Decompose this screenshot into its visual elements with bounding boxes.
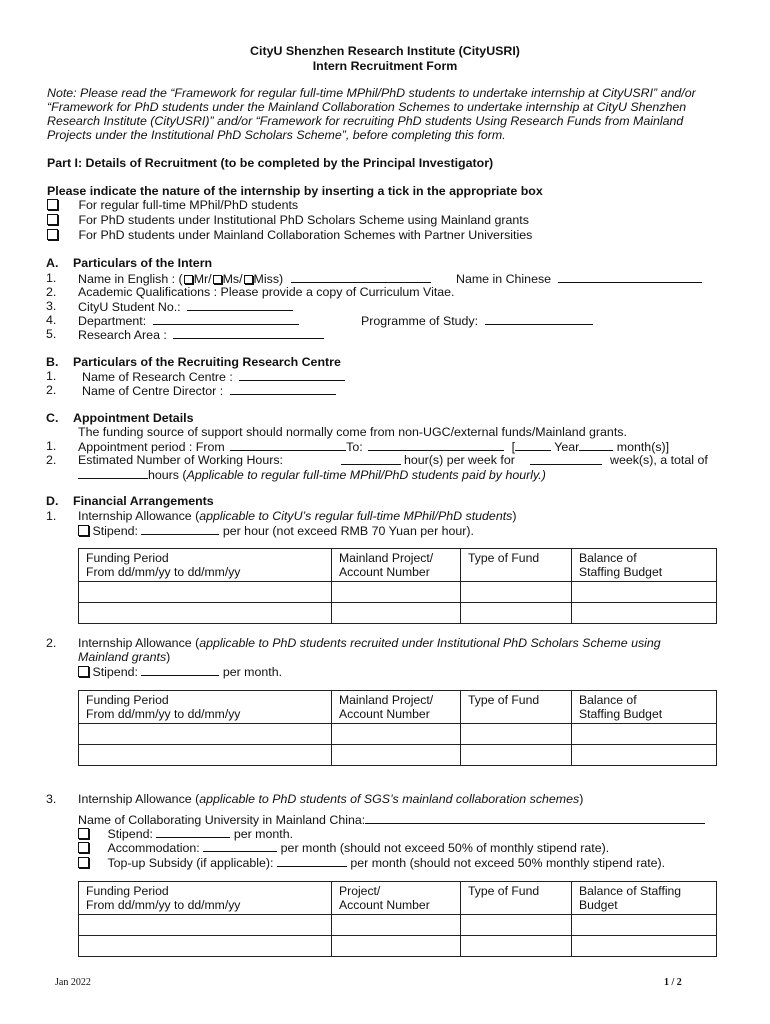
stipend-3-row — [78, 826, 293, 841]
allowance-label-italic: applicable to PhD students of SGS’s mainland collaboration schemes — [199, 792, 580, 806]
option-institutional[interactable] — [47, 213, 529, 227]
table-cell[interactable] — [79, 915, 332, 936]
part1-heading: Part I: Details of Recruitment (to be completed by the Principal Investigator) — [47, 156, 494, 170]
name-english-row — [78, 271, 431, 286]
research-area-field[interactable] — [173, 327, 324, 339]
funding-note: The funding source of support should normally come from non-UGC/external funds/Mainland grants. — [78, 425, 627, 439]
checkbox-icon[interactable] — [47, 214, 58, 225]
table-cell[interactable] — [79, 582, 332, 603]
nature-heading: Please indicate the nature of the internship by inserting a tick in the appropriate box — [47, 184, 543, 198]
stipend-label: Stipend: — [92, 524, 138, 538]
director-label: Name of Centre Director : — [82, 384, 224, 398]
table-cell[interactable] — [461, 936, 572, 957]
title-mr-checkbox[interactable] — [184, 275, 193, 284]
university-row — [78, 812, 705, 827]
qualifications-label: Academic Qualifications : Please provide a copy of Curriculum Vitae. — [78, 285, 455, 299]
stipend-label: Stipend: — [92, 665, 138, 679]
stipend-unit: per month. — [233, 827, 294, 841]
months-label: month(s)] — [616, 440, 670, 454]
checkbox-icon[interactable] — [78, 828, 89, 839]
name-english-label: Name in English : ( — [78, 272, 183, 286]
header-line: Account Number — [339, 898, 430, 912]
header-cell — [79, 882, 332, 915]
header-line: Balance of — [579, 551, 637, 565]
funding-table-2 — [78, 690, 717, 766]
allowance-1-label — [78, 509, 517, 523]
header-line: Balance of Staffing — [579, 884, 682, 898]
item-number: 3. — [46, 792, 57, 806]
title-ms-label: Ms/ — [222, 272, 243, 286]
section-d-letter: D. — [46, 494, 59, 508]
header-line: Funding Period — [86, 693, 169, 707]
table-cell[interactable] — [79, 745, 332, 766]
note-line-3: Research Institute (CityUSRI)” and/or “Framework for recruiting PhD students Using Research Funds from Mainland — [47, 114, 684, 128]
item-number: 5. — [46, 327, 57, 341]
director-field[interactable] — [230, 383, 336, 395]
programme-label: Programme of Study: — [361, 314, 479, 328]
table-cell[interactable] — [461, 603, 572, 624]
checkbox-icon[interactable] — [47, 199, 58, 210]
allowance-label-italic: applicable to CityU’s regular full-time MPhil/PhD students — [199, 509, 513, 523]
checkbox-icon[interactable] — [47, 229, 58, 240]
header-cell — [332, 549, 461, 582]
note-line-2: “Framework for PhD students under the Mainland Collaboration Schemes to undertake internship at CityU Shenzhen — [47, 100, 687, 114]
months-field[interactable] — [579, 439, 613, 451]
option-collaboration[interactable] — [47, 228, 532, 242]
page-number: 1 / 2 — [664, 977, 682, 988]
header-line: From dd/mm/yy to dd/mm/yy — [86, 898, 241, 912]
director-row — [82, 383, 336, 398]
funding-table-1 — [78, 548, 717, 624]
hours-word: hours ( — [148, 468, 187, 482]
allowance-label-close: ) — [512, 509, 517, 523]
table-cell[interactable] — [461, 724, 572, 745]
header-line: Account Number — [339, 565, 430, 579]
header-line: Budget — [579, 898, 618, 912]
stipend-unit: per month. — [222, 665, 283, 679]
item-number: 2. — [46, 636, 57, 650]
checkbox-icon[interactable] — [78, 525, 89, 536]
header-cell — [461, 691, 572, 724]
header-cell — [332, 691, 461, 724]
bracket-open: [ — [511, 440, 516, 454]
table-row[interactable] — [79, 915, 717, 936]
accommodation-row — [78, 840, 609, 855]
hours-label: Estimated Number of Working Hours: — [78, 453, 283, 467]
topup-unit: per month (should not exceed 50% monthly stipend rate). — [350, 856, 666, 870]
table-cell[interactable] — [461, 582, 572, 603]
header-line: Type of Fund — [468, 551, 540, 565]
form-subtitle: Intern Recruitment Form — [312, 59, 458, 73]
header-line: Funding Period — [86, 884, 169, 898]
option-label: For PhD students under Mainland Collaboration Schemes with Partner Universities — [78, 228, 533, 242]
stipend-field[interactable] — [141, 664, 219, 676]
table-cell[interactable] — [332, 603, 461, 624]
header-cell — [79, 691, 332, 724]
item-number: 1. — [46, 271, 57, 285]
item-number: 1. — [46, 509, 57, 523]
stipend-2-row — [78, 664, 282, 679]
stipend-field[interactable] — [141, 523, 219, 535]
weeks-field[interactable] — [530, 453, 602, 468]
footer-date: Jan 2022 — [55, 977, 91, 988]
centre-name-label: Name of Research Centre : — [82, 370, 233, 384]
note-line-4: Projects under the Institutional PhD Scholars Scheme”, before completing this form. — [47, 128, 506, 142]
header-line: Mainland Project/ — [339, 551, 434, 565]
form-title: CityU Shenzhen Research Institute (CityUSRI) — [250, 44, 520, 58]
research-area-label: Research Area : — [78, 328, 167, 342]
weeks-total-label: week(s), a total of — [610, 453, 708, 467]
topup-row — [78, 855, 665, 870]
item-number: 1. — [46, 439, 57, 453]
header-cell — [461, 549, 572, 582]
department-label: Department: — [78, 314, 147, 328]
funding-table-3 — [78, 881, 717, 957]
allowance-label-italic: applicable to PhD students recruited under Institutional PhD Scholars Scheme using — [199, 636, 661, 650]
hours-per-week-label: hour(s) per week for — [404, 453, 515, 467]
title-mr-label: Mr/ — [193, 272, 212, 286]
period-to-field[interactable] — [368, 439, 504, 451]
section-a-heading: Particulars of the Intern — [73, 256, 213, 270]
item-number: 3. — [46, 299, 57, 313]
table-cell[interactable] — [572, 915, 717, 936]
header-line: Staffing Budget — [579, 565, 663, 579]
table-cell[interactable] — [461, 745, 572, 766]
topup-label: Top-up Subsidy (if applicable): — [107, 856, 274, 870]
allowance-label-italic: Mainland grants — [78, 650, 167, 664]
checkbox-icon[interactable] — [78, 842, 89, 853]
section-a-letter: A. — [46, 256, 59, 270]
department-row — [78, 313, 299, 328]
table-cell[interactable] — [461, 915, 572, 936]
item-number: 2. — [46, 453, 57, 467]
table-row[interactable] — [79, 603, 717, 624]
table-cell[interactable] — [572, 582, 717, 603]
header-line: Balance of — [579, 693, 637, 707]
table-cell[interactable] — [79, 724, 332, 745]
header-cell — [461, 882, 572, 915]
name-chinese-label: Name in Chinese — [456, 272, 552, 286]
hours-note: Applicable to regular full-time MPhil/PhD students paid by hourly.) — [186, 468, 546, 482]
total-hours-field[interactable] — [78, 467, 148, 479]
period-from-field[interactable] — [230, 439, 346, 451]
header-line: Type of Fund — [468, 693, 540, 707]
allowance-2-label — [78, 636, 661, 650]
title-miss-checkbox[interactable] — [244, 275, 253, 284]
total-hours-row — [78, 467, 546, 482]
accommodation-field[interactable] — [203, 840, 277, 852]
item-number: 2. — [46, 285, 57, 299]
section-b-letter: B. — [46, 355, 59, 369]
accommodation-unit: per month (should not exceed 50% of monthly stipend rate). — [280, 841, 610, 855]
table-header-row — [79, 549, 717, 582]
allowance-label-close: ) — [166, 650, 171, 664]
note-line-1: Note: Please read the “Framework for regular full-time MPhil/PhD students to undertake internship at CityUSRI” and/or — [47, 86, 696, 100]
title-miss-label: Miss) — [253, 272, 284, 286]
allowance-label-close: ) — [579, 792, 584, 806]
table-cell[interactable] — [572, 603, 717, 624]
header-line: Account Number — [339, 707, 430, 721]
header-cell — [572, 882, 717, 915]
checkbox-icon[interactable] — [78, 857, 89, 868]
research-area-row — [78, 327, 324, 342]
allowance-label-text: Internship Allowance ( — [78, 636, 200, 650]
table-cell[interactable] — [332, 936, 461, 957]
header-cell — [79, 549, 332, 582]
table-row[interactable] — [79, 724, 717, 745]
name-chinese-field[interactable] — [558, 271, 702, 283]
header-line: From dd/mm/yy to dd/mm/yy — [86, 707, 241, 721]
header-cell — [332, 882, 461, 915]
header-line: Type of Fund — [468, 884, 540, 898]
header-line: Staffing Budget — [579, 707, 663, 721]
centre-name-row — [82, 369, 345, 384]
item-number: 1. — [46, 369, 57, 383]
header-cell — [572, 691, 717, 724]
name-english-field[interactable] — [291, 271, 431, 283]
table-cell[interactable] — [572, 936, 717, 957]
section-b-heading: Particulars of the Recruiting Research Centre — [73, 355, 341, 369]
table-cell[interactable] — [332, 915, 461, 936]
name-chinese-row — [456, 271, 702, 286]
section-c-heading: Appointment Details — [73, 411, 194, 425]
table-cell[interactable] — [79, 603, 332, 624]
hours-field[interactable] — [341, 453, 401, 468]
option-label: For regular full-time MPhil/PhD students — [78, 198, 299, 212]
allowance-2-label-cont — [78, 650, 170, 664]
table-row[interactable] — [79, 936, 717, 957]
header-line: From dd/mm/yy to dd/mm/yy — [86, 565, 241, 579]
header-line: Mainland Project/ — [339, 693, 434, 707]
department-field[interactable] — [153, 313, 299, 325]
programme-row — [361, 313, 593, 328]
table-cell[interactable] — [572, 724, 717, 745]
programme-field[interactable] — [485, 313, 593, 325]
header-line: Funding Period — [86, 551, 169, 565]
table-header-row — [79, 691, 717, 724]
section-d-heading: Financial Arrangements — [73, 494, 214, 508]
stipend-unit: per hour (not exceed RMB 70 Yuan per hour). — [222, 524, 475, 538]
checkbox-icon[interactable] — [78, 666, 89, 677]
accommodation-label: Accommodation: — [107, 841, 200, 855]
option-label: For PhD students under Institutional PhD Scholars Scheme using Mainland grants — [78, 213, 529, 227]
table-cell[interactable] — [332, 582, 461, 603]
topup-field[interactable] — [277, 855, 347, 867]
allowance-label-text: Internship Allowance ( — [78, 509, 200, 523]
stipend-1-row — [78, 523, 474, 538]
student-no-row — [78, 299, 293, 314]
item-number: 2. — [46, 383, 57, 397]
years-field[interactable] — [515, 439, 551, 451]
table-cell[interactable] — [332, 724, 461, 745]
period-row — [78, 439, 669, 454]
period-from-label: Appointment period : From — [78, 440, 225, 454]
university-field[interactable] — [365, 812, 705, 824]
header-line: Project/ — [339, 884, 381, 898]
option-regular[interactable] — [47, 198, 298, 212]
table-cell[interactable] — [79, 936, 332, 957]
student-no-field[interactable] — [187, 299, 293, 311]
table-cell[interactable] — [572, 745, 717, 766]
university-label: Name of Collaborating University in Mainland China: — [78, 813, 366, 827]
stipend-label: Stipend: — [107, 827, 153, 841]
centre-name-field[interactable] — [239, 369, 345, 381]
header-cell — [572, 549, 717, 582]
student-no-label: CityU Student No.: — [78, 300, 181, 314]
table-row[interactable] — [79, 582, 717, 603]
title-ms-checkbox[interactable] — [213, 275, 222, 284]
table-row[interactable] — [79, 745, 717, 766]
allowance-label-text: Internship Allowance ( — [78, 792, 200, 806]
stipend-field[interactable] — [156, 826, 230, 838]
year-label: Year — [554, 440, 580, 454]
period-to-label: To: — [346, 440, 363, 454]
allowance-3-label — [78, 792, 583, 806]
table-cell[interactable] — [332, 745, 461, 766]
section-c-letter: C. — [46, 411, 59, 425]
table-header-row — [79, 882, 717, 915]
item-number: 4. — [46, 313, 57, 327]
